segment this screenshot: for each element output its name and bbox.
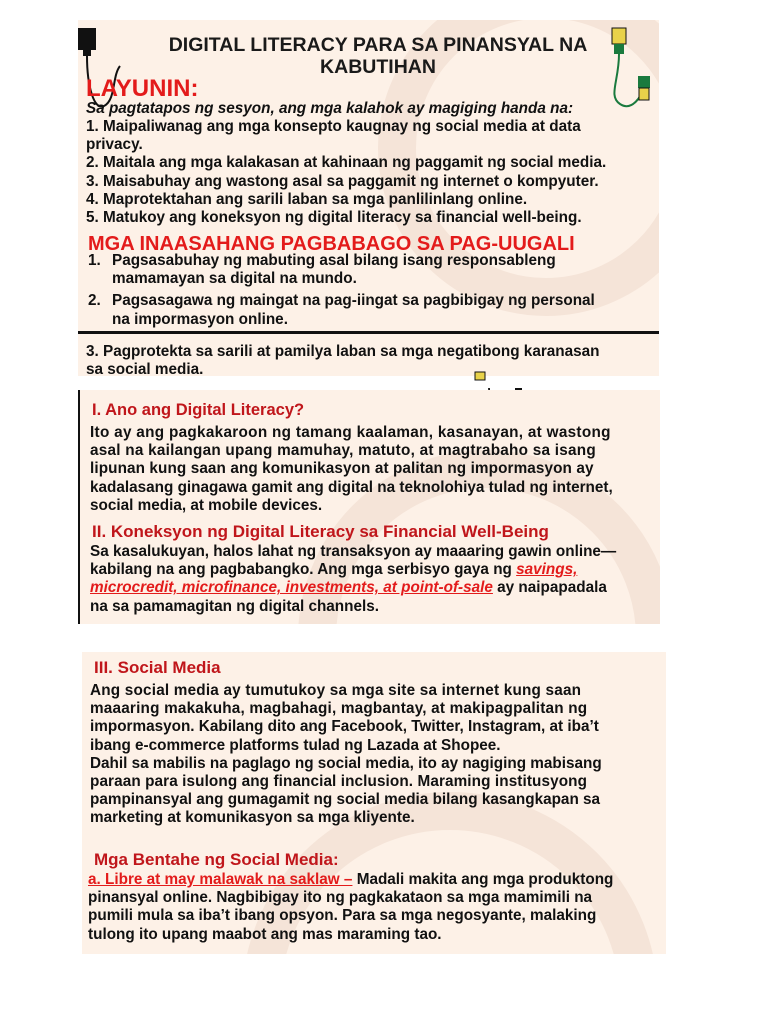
page-title: DIGITAL LITERACY PARA SA PINANSYAL NA KABUTIHAN [168, 34, 588, 78]
list-item: 1. Pagsasabuhay ng mabuting asal bilang isang responsableng mamamayan sa digital na mundo. [88, 252, 556, 288]
layunin-heading: LAYUNIN: [86, 75, 199, 102]
list-item: 2. Maitala ang mga kalakasan at kahinaan ng paggamit ng social media. [86, 154, 607, 172]
network-plug-icon [474, 371, 486, 381]
left-border [78, 390, 80, 624]
divider [78, 331, 659, 334]
advantages-heading: Mga Bentahe ng Social Media: [94, 850, 339, 869]
list-item: 5. Matukoy ang koneksyon ng digital literacy sa financial well-being. [86, 209, 582, 227]
section-heading-social-media: III. Social Media [94, 658, 221, 677]
objectives-intro: Sa pagtatapos ng sesyon, ang mga kalahok ay magiging handa na: [86, 100, 574, 117]
highlighted-services: microcredit, microfinance, investments, at point-of-sale [90, 579, 493, 597]
section-heading-financial-wellbeing: II. Koneksyon ng Digital Literacy sa Financial Well-Being [92, 522, 549, 541]
advantage-label: a. Libre at may malawak na saklaw – [88, 871, 353, 888]
list-item: 1. Maipaliwanag ang mga konsepto kaugnay ng social media at data [86, 118, 581, 135]
list-item: 2. Pagsasagawa ng maingat na pag-iingat sa pagbibigay ng personal na impormasyon online. [88, 292, 595, 328]
social-media-panel [82, 652, 666, 954]
behavior-item-3: 3. Pagprotekta sa sarili at pamilya laban sa mga negatibong karanasan sa social media. [86, 343, 600, 376]
digital-literacy-paragraph: Ito ay ang pagkakaroon ng tamang kaalaman, kasanayan, at wastong asal na kailangan upang mamuhay, matuto, at magtrabaho sa isang lipunan kung saan ang komunikasyon at palitan ng impormasyon ay kadalasang ginagawa gamit ang digital na teknolohiya tulad ng internet, social media, at mobile devices. [90, 424, 613, 514]
list-item: 4. Maprotektahan ang sarili laban sa mga panlilinlang online. [86, 190, 528, 208]
list-item: 3. Maisabuhay ang wastong asal sa paggamit ng internet o kompyuter. [86, 172, 599, 190]
behaviors-list [88, 252, 648, 329]
objectives-panel [78, 20, 659, 376]
digital-literacy-panel [78, 390, 660, 624]
behavior-heading: MGA INAASAHANG PAGBABAGO SA PAG-UUGALI [88, 233, 575, 255]
list-item: privacy. [86, 136, 143, 154]
advantage-item-a: a. Libre at may malawak na saklaw – Madali makita ang mga produktong pinansyal online. Nagbibigay ito ng pagkakataon sa mga mamimili na pumili mula sa iba’t ibang opsyon. Para sa mga negosyante, malaking tulong ito upang maabot ang mas maraming tao. [88, 871, 614, 943]
section-heading-digital-literacy: I. Ano ang Digital Literacy? [92, 401, 305, 419]
objectives-list [86, 118, 656, 227]
social-media-paragraph: Ang social media ay tumutukoy sa mga site sa internet kung saan maaaring makakuha, magbahagi, magbantay, at makipagpalitan ng impormasyon. Kabilang dito ang Facebook, Twitter, Instagram, at iba’t ibang e-commerce platforms tulad ng Lazada at Shopee. Dahil sa mabilis na paglago ng social media, ito ay nagiging mabisang paraan para isulong ang financial inclusion. Maraming institusyong pampinansyal ang gumagamit ng social media bilang kasangkapan sa marketing at komunikasyon sa mga kliyente. [90, 682, 602, 827]
financial-wellbeing-paragraph: Sa kasalukuyan, halos lahat ng transaksyon ay maaaring gawin online— kabilang na ang pagbabangko. Ang mga serbisyo gaya ng savings, microcredit, microfinance, investments, at point-of-sale ay naipapadala na sa pamamagitan ng digital channels. [90, 543, 617, 615]
highlighted-services: savings, [516, 561, 578, 579]
